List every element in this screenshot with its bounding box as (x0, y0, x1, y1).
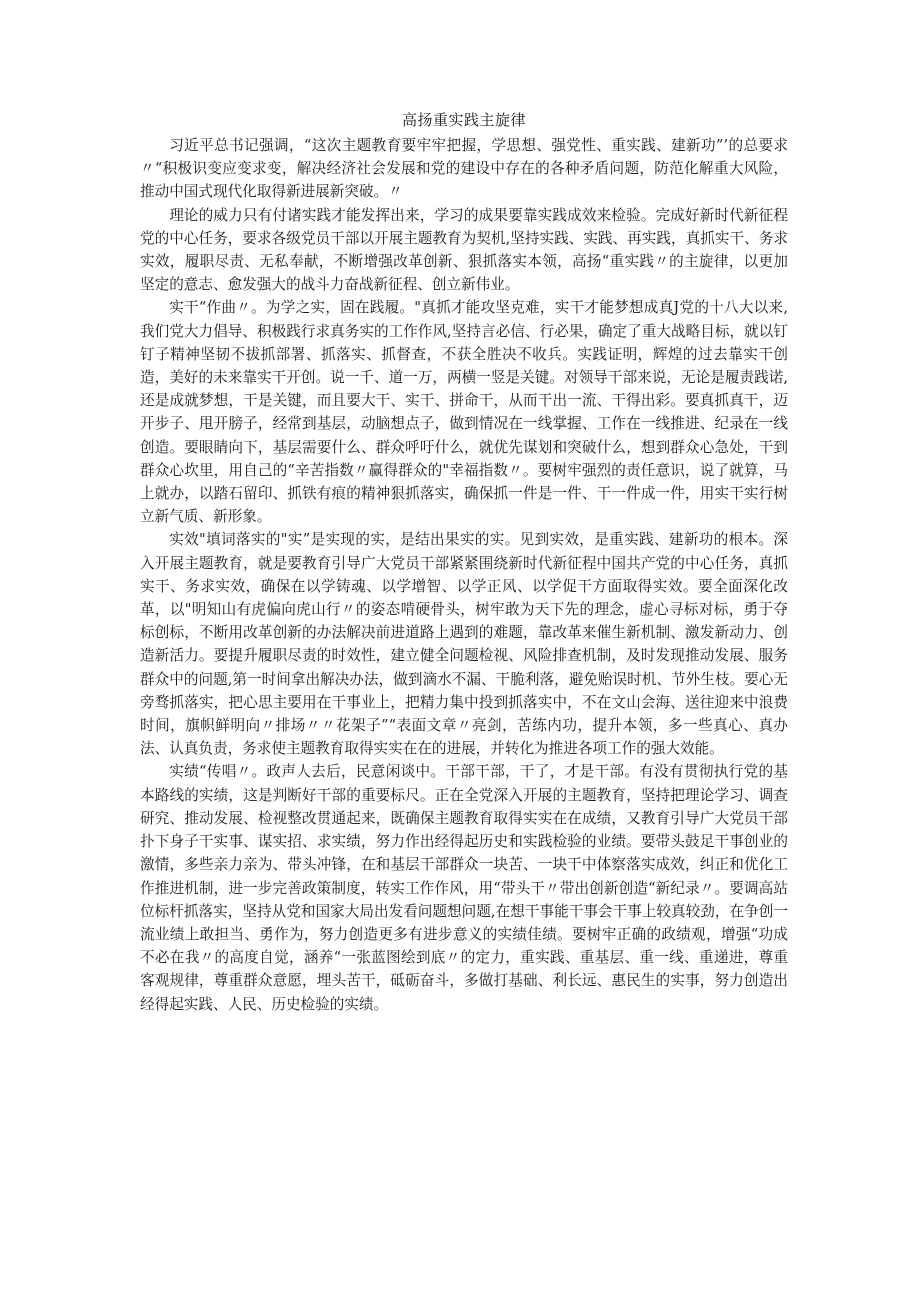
document-page (140, 108, 788, 1016)
paragraph-5: 实绩“传唱〃。政声人去后，民意闲谈中。干部干部，干了，才是干部。有没有贯彻执行党的基本路线的实绩，这是判断好干部的重要标尺。正在全党深入开展的主题教育，坚持把理论学习、调查研究、推动发展、检视整改贯通起来，既确保主题教育取得实实在在成绩，又教育引导广大党员干部扑下身子干实事、谋实招、求实绩，努力作出经得起历史和实践检验的业绩。要带头鼓足干事创业的激情，多些亲力亲为、带头冲锋，在和基层干部群众一块苦、一块干中体察落实成效，纠正和优化工作推进机制，进一步完善政策制度，转实工作作风，用“带头干〃带出创新创造“新纪录〃。要调高站位标杆抓落实，坚持从党和国家大局出发看问题想问题,在想干事能干事会干事上较真较劲，在争创一流业绩上敢担当、勇作为，努力创造更多有进步意义的实绩佳绩。要树牢正确的政绩观，增强“功成不必在我〃的高度自觉，涵养“一张蓝图绘到底〃的定力，重实践、重基层、重一线、重递进，尊重客观规律，尊重群众意愿，埋头苦干，砥砺奋斗，多做打基础、利长远、惠民生的实事，努力创造出经得起实践、人民、历史检验的实绩。 (140, 763, 788, 1013)
paragraph-1: 习近平总书记强调，“这次主题教育要牢牢把握，学思想、强党性、重实践、建新功”’的总要求〃“积极识变应变求变，解决经济社会发展和党的建设中存在的各种矛盾问题，防范化解重大风险，推动中国式现代化取得新进展新突破。〃 (140, 137, 788, 201)
document-title: 高扬重实践主旋律 (401, 111, 526, 129)
paragraph-4: 实效"填词落实的"实”是实现的实，是结出果实的实。见到实效，是重实践、建新功的根本。深入开展主题教育，就是要教育引导广大党员干部紧紧围绕新时代新征程中国共产党的中心任务，真抓实干、务求实效，确保在以学铸魂、以学增智、以学正风、以学促干方面取得实效。要全面深化改革，以"明知山有虎偏向虎山行〃的姿态啃硬骨头，树牢敢为天下先的理念，虚心寻标对标，勇于夺标创标，不断用改革创新的办法解决前进道路上遇到的难题，靠改革来催生新机制、激发新动力、创造新活力。要提升履职尽责的时效性，建立健全问题检视、风险排查机制，及时发现推动发展、服务群众中的问题,第一时间拿出解决办法，做到滴水不漏、干脆利落，避免贻误时机、节外生枝。要心无旁骛抓落实，把心思主要用在干事业上，把精力集中投到抓落实中，不在文山会海、送往迎来中浪费时间，旗帜鲜明向〃排场〃〃花架子”“表面文章〃亮剑，苦练内功，提升本领，多一些真心、真办法、认真负责，务求使主题教育取得实实在在的进展，并转化为推进各项工作的强大效能。 (140, 531, 788, 758)
paragraph-2: 理论的威力只有付诸实践才能发挥出来，学习的成果要靠实践成效来检验。完成好新时代新征程党的中心任务，要求各级党员干部以开展主题教育为契机,坚持实践、实践、再实践，真抓实干、务求实效，履职尽责、无私奉献，不断增强改革创新、狠抓落实本领，高扬“重实践〃的主旋律，以更加坚定的意志、愈发强大的战斗力奋战新征程、创立新伟业。 (140, 206, 788, 294)
paragraph-3: 实干“作曲〃。为学之实，固在践履。"真抓才能攻坚克难，实干才能梦想成真J党的十八大以来,我们党大力倡导、积极践行求真务实的工作作风,坚持言必信、行必果，确定了重大战略目标，就以钉钉子精神坚韧不拔抓部署、抓落实、抓督查，不获全胜决不收兵。实践证明，辉煌的过去靠实干创造，美好的未来靠实干开创。说一千、道一万，两横一竖是关键。对领导干部来说，无论是履责践诺,还是成就梦想，干是关键，而且要大干、实干、拼命干，从而干出一流、干得出彩。要真抓真干，迈开步子、甩开膀子，经常到基层，动脑想点子，做到情况在一线掌握、工作在一线推进、纪录在一线创造。要眼睛向下，基层需要什么、群众呼吁什么，就优先谋划和突破什么，想到群众心急处，干到群众心坎里，用自己的“辛苦指数〃赢得群众的"幸福指数〃。要树牢强烈的责任意识，说了就算，马上就办，以踏石留印、抓铁有痕的精神狠抓落实，确保抓一件是一件、干一件成一件，用实干实行树立新气质、新形象。 (140, 299, 788, 526)
